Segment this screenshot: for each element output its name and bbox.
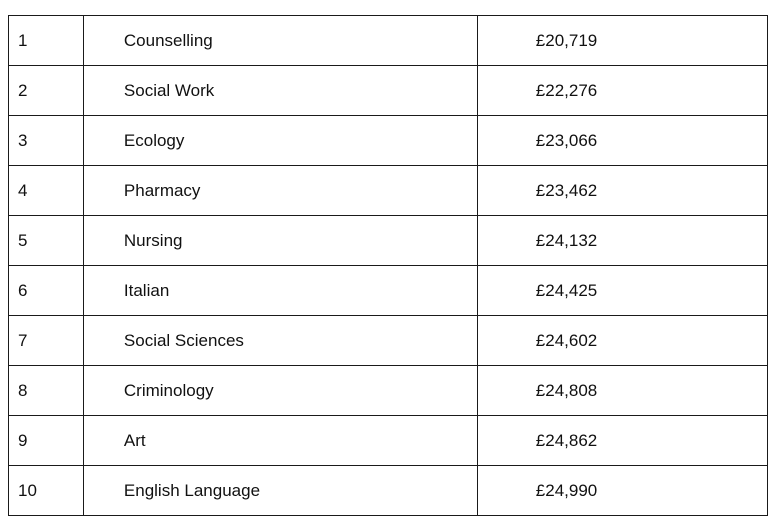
rank-cell: 2	[9, 66, 84, 116]
table-row	[9, 366, 768, 416]
rank-cell: 7	[9, 316, 84, 366]
table-row	[9, 16, 768, 66]
table-row	[9, 216, 768, 266]
subject-cell: Social Work	[83, 66, 477, 116]
rank-cell: 9	[9, 416, 84, 466]
subject-cell: Italian	[83, 266, 477, 316]
table-row	[9, 116, 768, 166]
subject-cell: Pharmacy	[83, 166, 477, 216]
rank-cell: 5	[9, 216, 84, 266]
subject-cell: Nursing	[83, 216, 477, 266]
rank-cell: 6	[9, 266, 84, 316]
table-row	[9, 466, 768, 516]
table-row	[9, 316, 768, 366]
salary-ranking-table-container	[8, 15, 768, 516]
salary-cell: £20,719	[477, 16, 767, 66]
table-row	[9, 66, 768, 116]
salary-cell: £24,808	[477, 366, 767, 416]
subject-cell: English Language	[83, 466, 477, 516]
table-row	[9, 416, 768, 466]
table-row	[9, 266, 768, 316]
table-row	[9, 166, 768, 216]
salary-cell: £24,602	[477, 316, 767, 366]
rank-cell: 3	[9, 116, 84, 166]
subject-cell: Counselling	[83, 16, 477, 66]
salary-cell: £24,862	[477, 416, 767, 466]
subject-cell: Ecology	[83, 116, 477, 166]
salary-cell: £24,132	[477, 216, 767, 266]
salary-ranking-table	[8, 15, 768, 516]
subject-cell: Art	[83, 416, 477, 466]
salary-cell: £24,425	[477, 266, 767, 316]
rank-cell: 1	[9, 16, 84, 66]
rank-cell: 4	[9, 166, 84, 216]
rank-cell: 8	[9, 366, 84, 416]
salary-cell: £24,990	[477, 466, 767, 516]
salary-cell: £23,066	[477, 116, 767, 166]
subject-cell: Criminology	[83, 366, 477, 416]
salary-cell: £22,276	[477, 66, 767, 116]
salary-cell: £23,462	[477, 166, 767, 216]
rank-cell: 10	[9, 466, 84, 516]
subject-cell: Social Sciences	[83, 316, 477, 366]
